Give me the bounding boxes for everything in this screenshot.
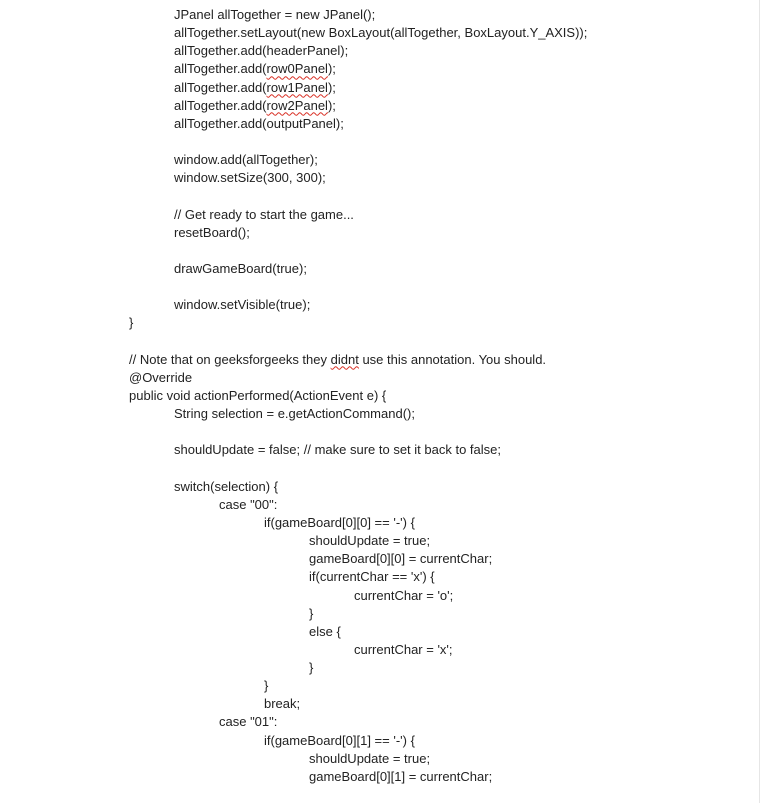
code-text: allTogether.add( xyxy=(174,79,267,95)
code-text: // Note that on geeksforgeeks they xyxy=(129,351,331,367)
code-line: String selection = e.getActionCommand(); xyxy=(174,406,415,422)
code-line: if(currentChar == 'x') { xyxy=(309,569,435,585)
code-line: shouldUpdate = false; // make sure to set it back to false; xyxy=(174,442,501,458)
code-line: gameBoard[0][1] = currentChar; xyxy=(309,768,493,784)
blank-line xyxy=(0,460,760,478)
spellcheck-word[interactable]: row0Panel xyxy=(266,61,328,77)
code-line: } xyxy=(264,678,269,694)
code-line: allTogether.add(headerPanel); xyxy=(174,43,349,59)
code-text: ); xyxy=(327,79,336,95)
blank-line xyxy=(0,423,760,441)
code-text: ); xyxy=(327,61,336,77)
spellcheck-word[interactable]: row1Panel xyxy=(266,79,328,95)
code-line: allTogether.setLayout(new BoxLayout(allTogether, BoxLayout.Y_AXIS)); xyxy=(174,25,588,41)
code-line: if(gameBoard[0][1] == '-') { xyxy=(264,732,415,748)
code-line: public void actionPerformed(ActionEvent e) { xyxy=(129,387,387,403)
blank-line xyxy=(0,278,760,296)
code-line xyxy=(0,79,760,97)
code-line: window.setVisible(true); xyxy=(174,297,311,313)
code-line: drawGameBoard(true); xyxy=(174,260,307,276)
code-line: } xyxy=(309,605,314,621)
code-line: currentChar = 'x'; xyxy=(354,641,453,657)
spellcheck-word[interactable]: row2Panel xyxy=(266,97,328,113)
code-line: case "01": xyxy=(219,714,278,730)
code-line: JPanel allTogether = new JPanel(); xyxy=(174,7,376,22)
code-line: } xyxy=(309,660,314,676)
code-line: } xyxy=(129,315,134,331)
code-line: break; xyxy=(264,696,301,712)
blank-line xyxy=(0,242,760,260)
code-line: else { xyxy=(309,623,341,639)
code-annotation: @Override xyxy=(129,369,193,385)
code-text: allTogether.add( xyxy=(174,97,267,113)
code-line: gameBoard[0][0] = currentChar; xyxy=(309,551,493,567)
code-text: ); xyxy=(327,97,336,113)
code-block xyxy=(0,6,760,786)
blank-line xyxy=(0,187,760,205)
code-line: resetBoard(); xyxy=(174,224,250,240)
code-text: use this annotation. You should. xyxy=(358,351,547,367)
spellcheck-word[interactable]: didnt xyxy=(330,351,359,367)
code-line: shouldUpdate = true; xyxy=(309,533,431,549)
code-line xyxy=(0,60,760,78)
code-comment: // Get ready to start the game... xyxy=(174,206,354,222)
blank-line xyxy=(0,333,760,351)
code-comment xyxy=(0,351,760,369)
code-text: allTogether.add( xyxy=(174,61,267,77)
code-line: switch(selection) { xyxy=(174,478,279,494)
code-line: window.setSize(300, 300); xyxy=(174,170,326,186)
code-line: shouldUpdate = true; xyxy=(309,750,431,766)
code-line xyxy=(0,97,760,115)
code-line: allTogether.add(outputPanel); xyxy=(174,115,344,131)
blank-line xyxy=(0,133,760,151)
code-line: currentChar = 'o'; xyxy=(354,587,454,603)
code-line: case "00": xyxy=(219,496,278,512)
code-line: if(gameBoard[0][0] == '-') { xyxy=(264,514,415,530)
code-line: window.add(allTogether); xyxy=(174,152,318,168)
